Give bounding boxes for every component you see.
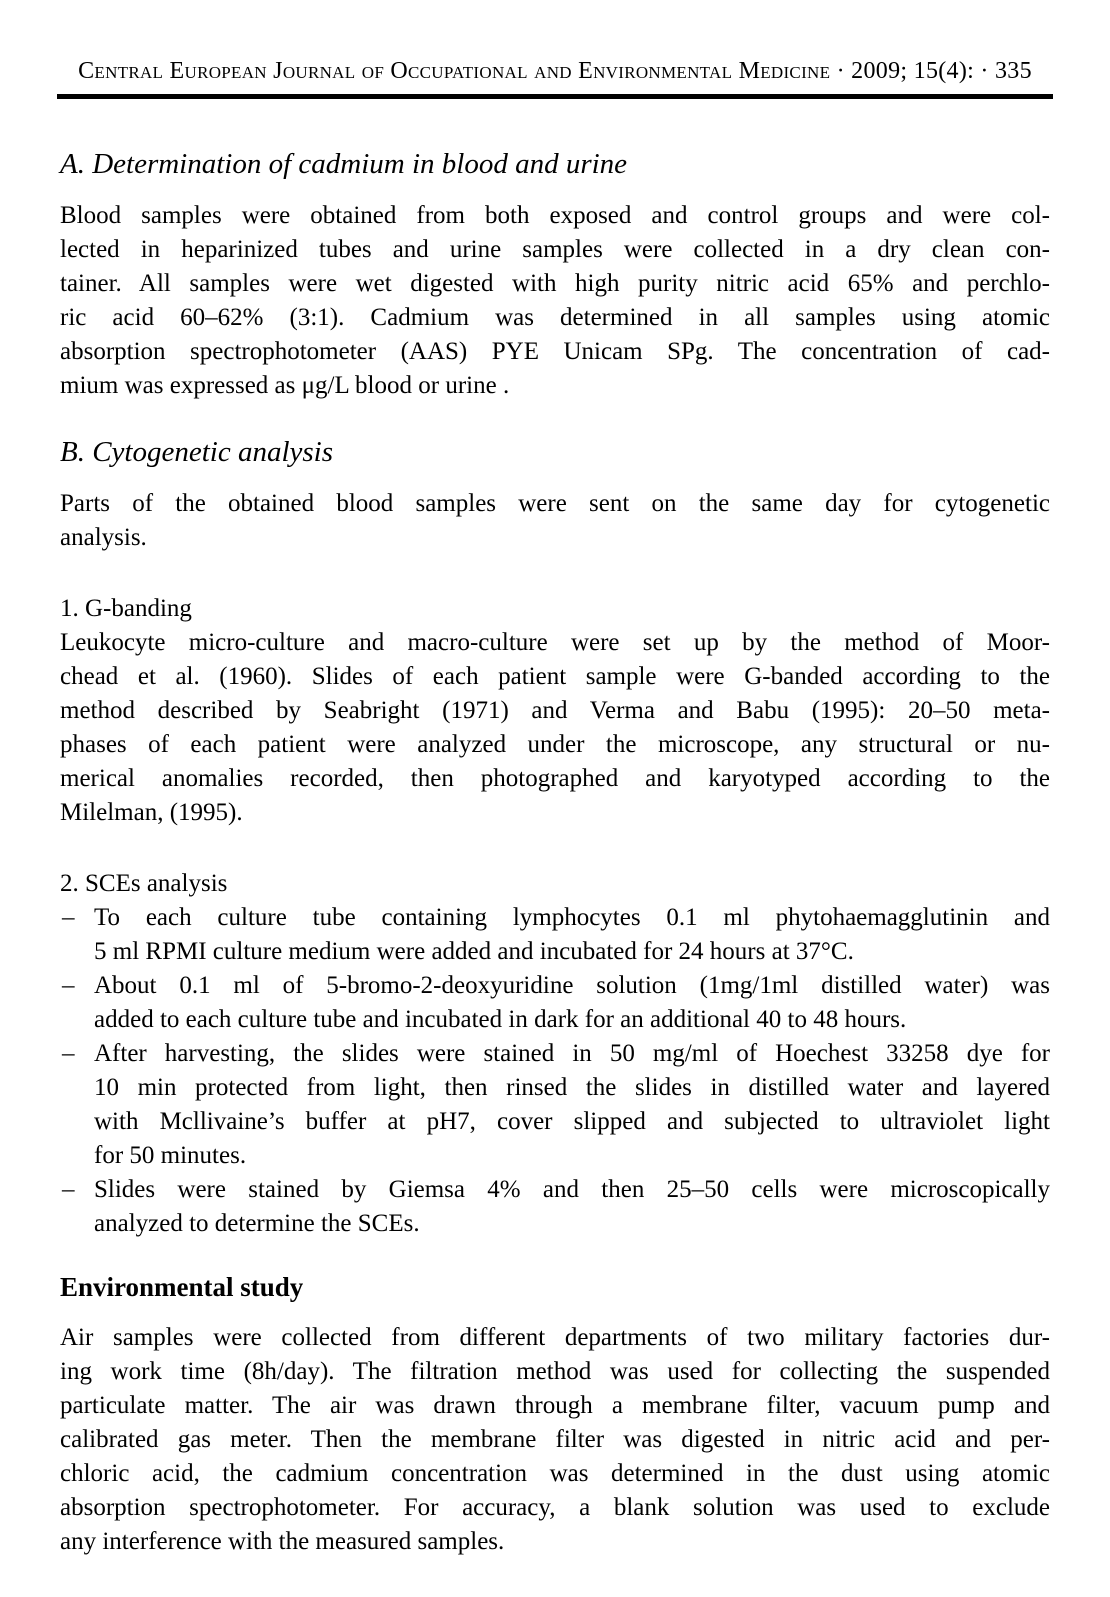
dash-marker: – [62,904,75,931]
text-line: for 50 minutes. [94,1142,247,1169]
environmental-study-heading: Environmental study [60,1272,304,1302]
list-item-text [94,1173,1050,1241]
text-line: ing work time (8h/day). The filtration method was used for collecting the suspended [60,1358,1050,1385]
page-header [0,0,1110,99]
text-line: analyzed to determine the SCEs. [94,1210,420,1237]
text-line: absorption spectrophotometer. For accuracy, a blank solution was used to exclude [60,1494,1050,1521]
section-a-paragraph [60,199,1050,403]
text-line: Milelman, (1995). [60,799,243,826]
journal-header-text: Central European Journal of Occupational and Environmental Medicine · 2009; 15(4): · 335 [78,58,1032,84]
text-line: Parts of the obtained blood samples were sent on the same day for cytogenetic [60,490,1050,517]
page-content [0,99,1110,1559]
text-line: merical anomalies recorded, then photographed and karyotyped according to the [60,765,1050,792]
section-b-paragraph [60,487,1050,555]
text-line: analysis. [60,524,147,551]
list-item-text [94,901,1050,969]
text-line: calibrated gas meter. Then the membrane filter was digested in nitric acid and per- [60,1426,1050,1453]
text-line: added to each culture tube and incubated in dark for an additional 40 to 48 hours. [94,1006,907,1033]
text-line: chloric acid, the cadmium concentration was determined in the dust using atomic [60,1460,1050,1487]
text-line: Blood samples were obtained from both exposed and control groups and were col- [60,202,1050,229]
dash-marker: – [62,1040,75,1067]
section-a-heading: A. Determination of cadmium in blood and urine [60,148,628,180]
text-line: particulate matter. The air was drawn through a membrane filter, vacuum pump and [60,1392,1050,1419]
dash-marker: – [62,1176,75,1203]
list-item-text [94,1037,1050,1173]
gbanding-paragraph [60,626,1050,830]
text-line: phases of each patient were analyzed under the microscope, any structural or nu- [60,731,1050,758]
text-line: After harvesting, the slides were stained in 50 mg/ml of Hoechest 33258 dye for [94,1040,1050,1067]
text-line: with Mcllivaine’s buffer at pH7, cover slipped and subjected to ultraviolet light [94,1108,1050,1135]
gbanding-subheading: 1. G-banding [60,595,192,622]
text-line: To each culture tube containing lymphocytes 0.1 ml phytohaemagglutinin and [94,904,1050,931]
list-item [60,1037,1050,1173]
text-line: 5 ml RPMI culture medium were added and incubated for 24 hours at 37°C. [94,938,854,965]
list-item [60,969,1050,1037]
text-line: method described by Seabright (1971) and Verma and Babu (1995): 20–50 meta- [60,697,1050,724]
environmental-study-paragraph [60,1321,1050,1559]
dash-marker: – [62,972,75,999]
text-line: tainer. All samples were wet digested with high purity nitric acid 65% and perchlo- [60,270,1050,297]
text-line: absorption spectrophotometer (AAS) PYE Unicam SPg. The concentration of cad- [60,338,1050,365]
text-line: chead et al. (1960). Slides of each patient sample were G-banded according to the [60,663,1050,690]
sce-list [60,901,1050,1241]
text-line: any interference with the measured samples. [60,1528,505,1555]
text-line: Leukocyte micro-culture and macro-culture were set up by the method of Moor- [60,629,1050,656]
list-item-text [94,969,1050,1037]
list-item [60,1173,1050,1241]
list-item [60,901,1050,969]
text-line: mium was expressed as μg/L blood or urine . [60,372,510,399]
text-line: ric acid 60–62% (3:1). Cadmium was determined in all samples using atomic [60,304,1050,331]
sce-subheading: 2. SCEs analysis [60,870,228,897]
text-line: Air samples were collected from different departments of two military factories dur- [60,1324,1050,1351]
text-line: 10 min protected from light, then rinsed the slides in distilled water and layered [94,1074,1050,1101]
section-b-heading: B. Cytogenetic analysis [60,436,334,468]
text-line: About 0.1 ml of 5-bromo-2-deoxyuridine solution (1mg/1ml distilled water) was [94,972,1050,999]
text-line: lected in heparinized tubes and urine samples were collected in a dry clean con- [60,236,1050,263]
text-line: Slides were stained by Giemsa 4% and then 25–50 cells were microscopically [94,1176,1050,1203]
